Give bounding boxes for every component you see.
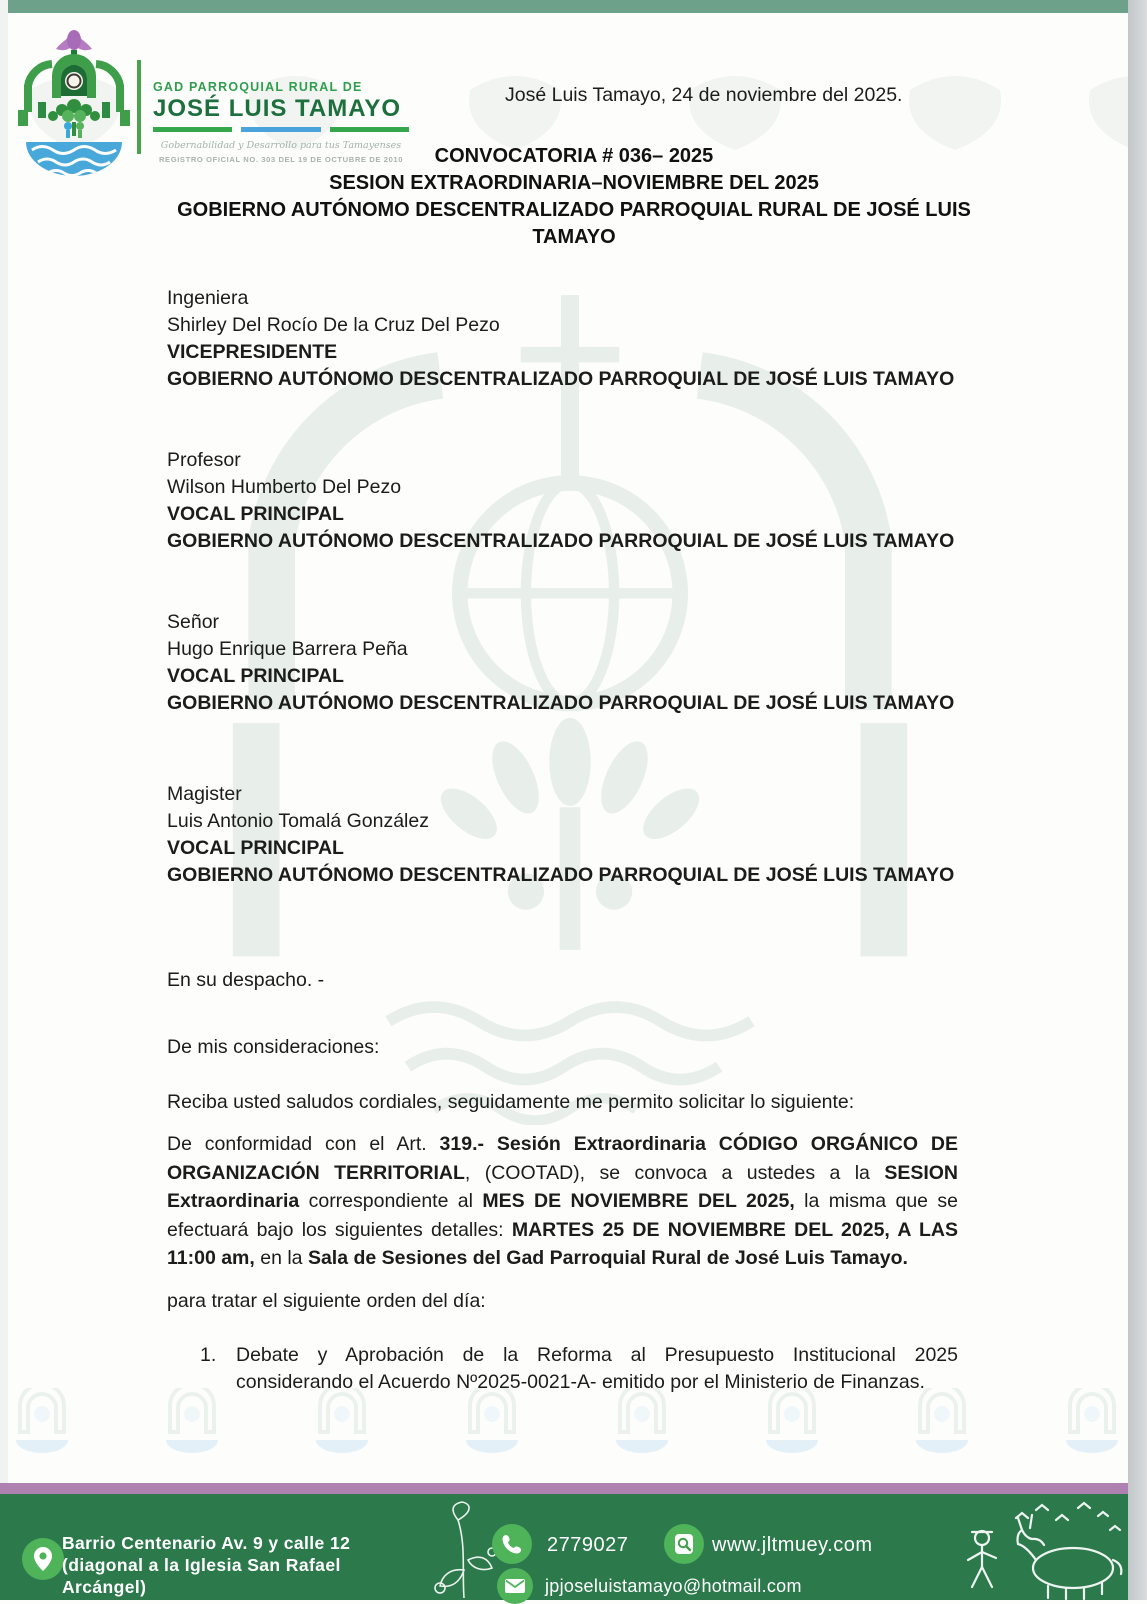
recipient-name: Shirley Del Rocío De la Cruz Del Pezo [167, 314, 500, 336]
recipient-role: VOCAL PRINCIPAL [167, 837, 344, 859]
recipient-block-4 [167, 781, 958, 889]
orden-intro-line: para tratar el siguiente orden del día: [167, 1290, 486, 1312]
footer-address-line2: (diagonal a la Iglesia San Rafael [62, 1555, 341, 1575]
org-tagline: Gobernabilidad y Desarrollo para tus Tamayenses [160, 140, 402, 151]
document-title [163, 143, 985, 251]
gad-crest-logo [12, 26, 136, 186]
footer-address-line1: Barrio Centenario Av. 9 y calle 12 [62, 1533, 351, 1553]
org-type-label: GAD PARROQUIAL RURAL DE [153, 80, 363, 94]
para-seg-bold: 319.- Sesión Extraordinaria CÓDIGO ORGÁNICO DE ORGANIZACIÓN TERRITORIAL [167, 1133, 958, 1184]
title-line-3: GOBIERNO AUTÓNOMO DESCENTRALIZADO PARROQUIAL RURAL DE JOSÉ LUIS TAMAYO [177, 199, 971, 248]
footer-address [62, 1532, 350, 1598]
footer-phone: 2779027 [547, 1534, 629, 1556]
para-seg: De conformidad con el Art. [167, 1133, 440, 1155]
agenda-item-number: 1. [200, 1344, 217, 1366]
para-seg: , (COOTAD), se convoca a ustedes a la [464, 1161, 885, 1184]
mail-icon [497, 1568, 533, 1604]
recipient-org: GOBIERNO AUTÓNOMO DESCENTRALIZADO PARROQUIAL DE JOSÉ LUIS TAMAYO [167, 864, 955, 886]
recipient-name: Hugo Enrique Barrera Peña [167, 638, 408, 660]
recipient-role: VICEPRESIDENTE [167, 341, 338, 363]
purple-divider-bar [0, 1483, 1147, 1494]
recipient-role: VOCAL PRINCIPAL [167, 665, 344, 687]
bottom-watermark-row [0, 1388, 1147, 1483]
para-seg-bold: SESION Extraordinaria [167, 1161, 958, 1212]
recipient-role: VOCAL PRINCIPAL [167, 503, 344, 525]
donkey-farmer-lineart-icon [888, 1500, 1124, 1600]
footer-email: jpjoseluistamayo@hotmail.com [545, 1576, 802, 1596]
para-seg: en la [254, 1247, 308, 1269]
agenda-item-1 [167, 1342, 958, 1396]
despacho-line: En su despacho. - [167, 969, 325, 991]
top-green-bar [8, 0, 1128, 13]
website-icon [664, 1524, 704, 1564]
recipient-salutation: Profesor [167, 449, 241, 471]
location-pin-icon [22, 1538, 64, 1580]
footer-band [0, 1494, 1147, 1600]
recipient-name: Luis Antonio Tomalá González [167, 810, 429, 832]
letterhead-divider [137, 60, 141, 154]
org-name: JOSÉ LUIS TAMAYO [153, 95, 402, 122]
consideraciones-line: De mis consideraciones: [167, 1036, 380, 1058]
recipient-salutation: Magister [167, 783, 242, 805]
recipient-salutation: Ingeniera [167, 287, 249, 309]
saludos-line: Reciba usted saludos cordiales, seguidamente me permito solicitar lo siguiente: [167, 1091, 855, 1113]
recipient-block-1 [167, 285, 958, 393]
org-registry: REGISTRO OFICIAL NO. 303 DEL 19 DE OCTUBRE DE 2010 [158, 155, 404, 164]
recipient-org: GOBIERNO AUTÓNOMO DESCENTRALIZADO PARROQUIAL DE JOSÉ LUIS TAMAYO [167, 692, 955, 714]
page-left-edge [0, 0, 8, 1600]
letterhead-rule [153, 127, 409, 132]
recipient-name: Wilson Humberto Del Pezo [167, 476, 402, 498]
convocation-paragraph [167, 1130, 958, 1273]
para-seg-bold: MES DE NOVIEMBRE DEL 2025, [482, 1190, 795, 1212]
para-seg: correspondiente al [299, 1190, 483, 1212]
para-seg-bold: MARTES 25 DE NOVIEMBRE DEL 2025, A LAS 11:00 am, [167, 1218, 958, 1269]
phone-icon [492, 1524, 532, 1564]
recipient-org: GOBIERNO AUTÓNOMO DESCENTRALIZADO PARROQUIAL DE JOSÉ LUIS TAMAYO [167, 368, 955, 390]
title-line-2: SESION EXTRAORDINARIA–NOVIEMBRE DEL 2025 [329, 172, 819, 194]
para-seg-bold: Sala de Sesiones del Gad Parroquial Rural de José Luis Tamayo. [307, 1247, 908, 1269]
recipient-block-3 [167, 609, 958, 717]
para-seg: la misma que se efectuará bajo los siguientes detalles: [167, 1190, 958, 1241]
page-right-edge [1128, 0, 1147, 1600]
recipient-salutation: Señor [167, 611, 220, 633]
footer-address-line3: Arcángel) [62, 1577, 147, 1597]
recipient-block-2 [167, 447, 958, 555]
footer-website: www.jltmuey.com [712, 1534, 873, 1556]
agenda-item-text: Debate y Aprobación de la Reforma al Presupuesto Institucional 2025 considerando el Acuerdo Nº2025-0021-A- emitido por el Ministerio de Finanzas. [236, 1344, 958, 1393]
recipient-org: GOBIERNO AUTÓNOMO DESCENTRALIZADO PARROQUIAL DE JOSÉ LUIS TAMAYO [167, 530, 955, 552]
title-line-1: CONVOCATORIA # 036– 2025 [434, 145, 714, 167]
date-line: José Luis Tamayo, 24 de noviembre del 2025. [505, 84, 903, 106]
